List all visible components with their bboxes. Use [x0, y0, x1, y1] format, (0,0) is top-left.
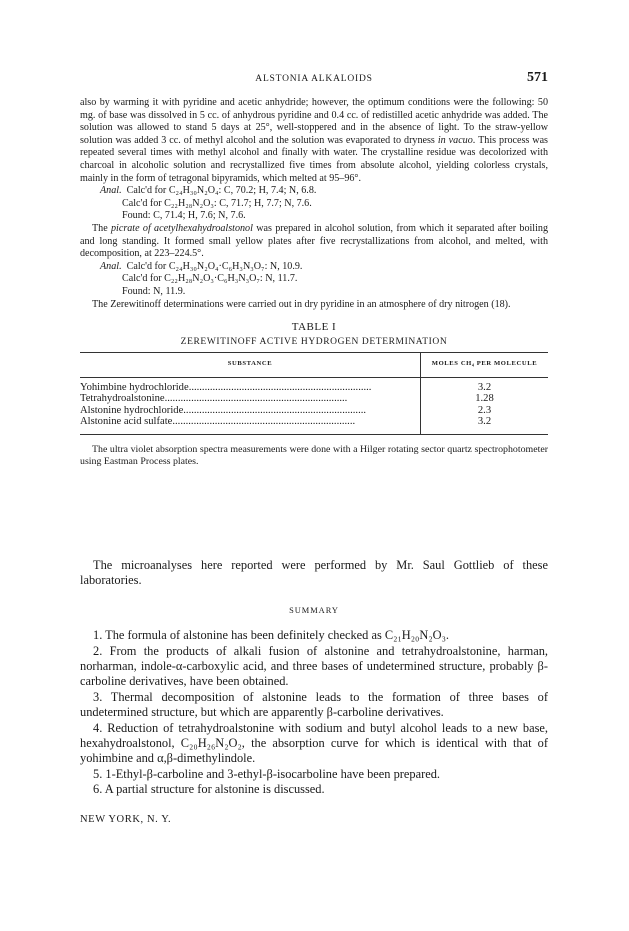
table-cell-substance: Tetrahydroalstonine..................................................................... — [80, 393, 421, 405]
analysis-calc: Calc'd for C₂₄H₃₀N₂O₄: C, 70.2; H, 7.4; N, 6.8. — [126, 185, 317, 197]
summary-item: 2. From the products of alkali fusion of alstonine and tetrahydroalstonine, harman, norharman, indole-α-carboxylic acid, and three bases of undetermined structure, probably β-carboline derivatives, have been obtained. — [80, 643, 548, 689]
table-cell-moles: 1.28 — [475, 393, 494, 405]
analysis-label: Anal. — [100, 260, 122, 272]
analysis-found: Found: N, 11.9. — [122, 285, 186, 297]
experimental-section — [80, 97, 548, 469]
analysis-line — [80, 261, 548, 274]
table-cell-moles: 2.3 — [477, 404, 492, 416]
summary-section — [80, 558, 548, 827]
table-cell-substance: Yohimbine hydrochloride..................................................................... — [80, 377, 421, 393]
paragraph-text: also by warming it with pyridine and acetic anhydride; however, the optimum conditions were the following: 50 mg. of base was dissolved in 5 cc. of anhydrous pyridine and 0.4 cc. of redistilled acetic anhydride was added. The solution was allowed to stand 5 days at 25°, well-stoppered and in the absence of light. To the straw-yellow solution was added 3 cc. of methyl alcohol and the solution was evaporated to dryness — [80, 97, 548, 146]
running-title: ALSTONIA ALKALOIDS — [255, 74, 373, 84]
uv-spectra-note: The ultra violet absorption spectra measurements were done with a Hilger rotating sector quartz spectrophotometer using Eastman Process plates. — [80, 443, 548, 468]
substance-name: Alstonine acid sulfate — [80, 416, 173, 428]
paragraph-picrate — [80, 223, 548, 261]
substance-name: Yohimbine hydrochloride — [80, 381, 189, 393]
analysis-line: Calc'd for C₂₂H₂₈N₂O₃·C₆H₃N₃O₇: N, 11.7. — [122, 273, 298, 285]
microanalyses-acknowledgement: The microanalyses here reported were performed by Mr. Saul Gottlieb of these laboratories. — [80, 558, 548, 588]
summary-item: 4. Reduction of tetrahydroalstonine with sodium and butyl alcohol leads to a new base, hexahydroalstonol, C₂₀H₂₆N₂O₂, the absorption curve for which is identical with that of yohimbine and α,β-dimethylindole. — [80, 720, 548, 766]
table-cell-substance: Alstonine hydrochloride..................................................................... — [80, 405, 421, 417]
summary-heading: SUMMARY — [289, 605, 339, 615]
table-row — [80, 393, 548, 405]
page-number: 571 — [527, 70, 548, 85]
table-subtitle: ZEREWITINOFF ACTIVE HYDROGEN DETERMINATION — [180, 336, 448, 347]
paragraph-zerewitinoff: The Zerewitinoff determinations were carried out in dry pyridine in an atmosphere of dry nitrogen (18). — [92, 298, 511, 310]
table-row — [80, 377, 548, 393]
analysis-found: Found: C, 71.4; H, 7.6; N, 7.6. — [122, 210, 246, 222]
paragraph-text: was prepared in alcohol solution, from which it separated after boiling and long standing. It formed small yellow plates after five recrystallizations from alcohol, and melted, with decomposition, at 223–224.5°. — [80, 222, 549, 260]
analysis-calc: Calc'd for C₂₄H₃₀N₂O₄·C₆H₃N₃O₇: N, 10.9. — [126, 260, 303, 272]
table-row — [80, 405, 548, 417]
table-row — [80, 416, 548, 434]
paragraph-acetylation — [80, 97, 548, 185]
summary-item: 3. Thermal decomposition of alstonine leads to the formation of three bases of undetermined structure, but which are apparently β-carboline derivatives. — [80, 689, 548, 720]
substance-name: Tetrahydroalstonine — [80, 393, 165, 405]
table-cell-moles: 3.2 — [421, 416, 549, 434]
table-cell-moles: 3.2 — [477, 381, 492, 393]
summary-item: 1. The formula of alstonine has been definitely checked as C₂₁H₂₀N₂O₃. — [93, 628, 450, 643]
table-title: TABLE I — [291, 321, 337, 334]
table-cell-substance: Alstonine acid sulfate..................................................................... — [80, 416, 421, 434]
table-header-row — [80, 353, 548, 378]
paragraph-text: . This process was repeated several times with methyl alcohol and finally with water. The crystalline residue was decolorized with charcoal in alcoholic solution and recrystallized five times from absolute alcohol, yielding colorless crystals, mainly in the form of tetragonal bipyramids, which melted at 95–96°. — [80, 134, 548, 184]
substance-name: Alstonine hydrochloride — [80, 404, 184, 416]
italic-text: in vacuo — [437, 134, 473, 146]
summary-item: 5. 1-Ethyl-β-carboline and 3-ethyl-β-isocarboline have been prepared. — [93, 766, 441, 781]
italic-text: picrate of acetylhexahydroalstonol — [111, 222, 253, 234]
column-header-substance: SUBSTANCE — [80, 353, 421, 378]
zerewitinoff-table — [80, 352, 548, 435]
analysis-line — [80, 185, 548, 198]
summary-item: 6. A partial structure for alstonine is discussed. — [93, 782, 325, 797]
analysis-label: Anal. — [100, 185, 122, 197]
column-header-moles: MOLES CH₄ PER MOLECULE — [421, 353, 549, 378]
paragraph-text: The — [92, 222, 111, 234]
analysis-line: Calc'd for C₂₂H₂₈N₂O₃: C, 71.7; H, 7.7; N, 7.6. — [122, 197, 312, 209]
author-location: NEW YORK, N. Y. — [80, 813, 172, 825]
